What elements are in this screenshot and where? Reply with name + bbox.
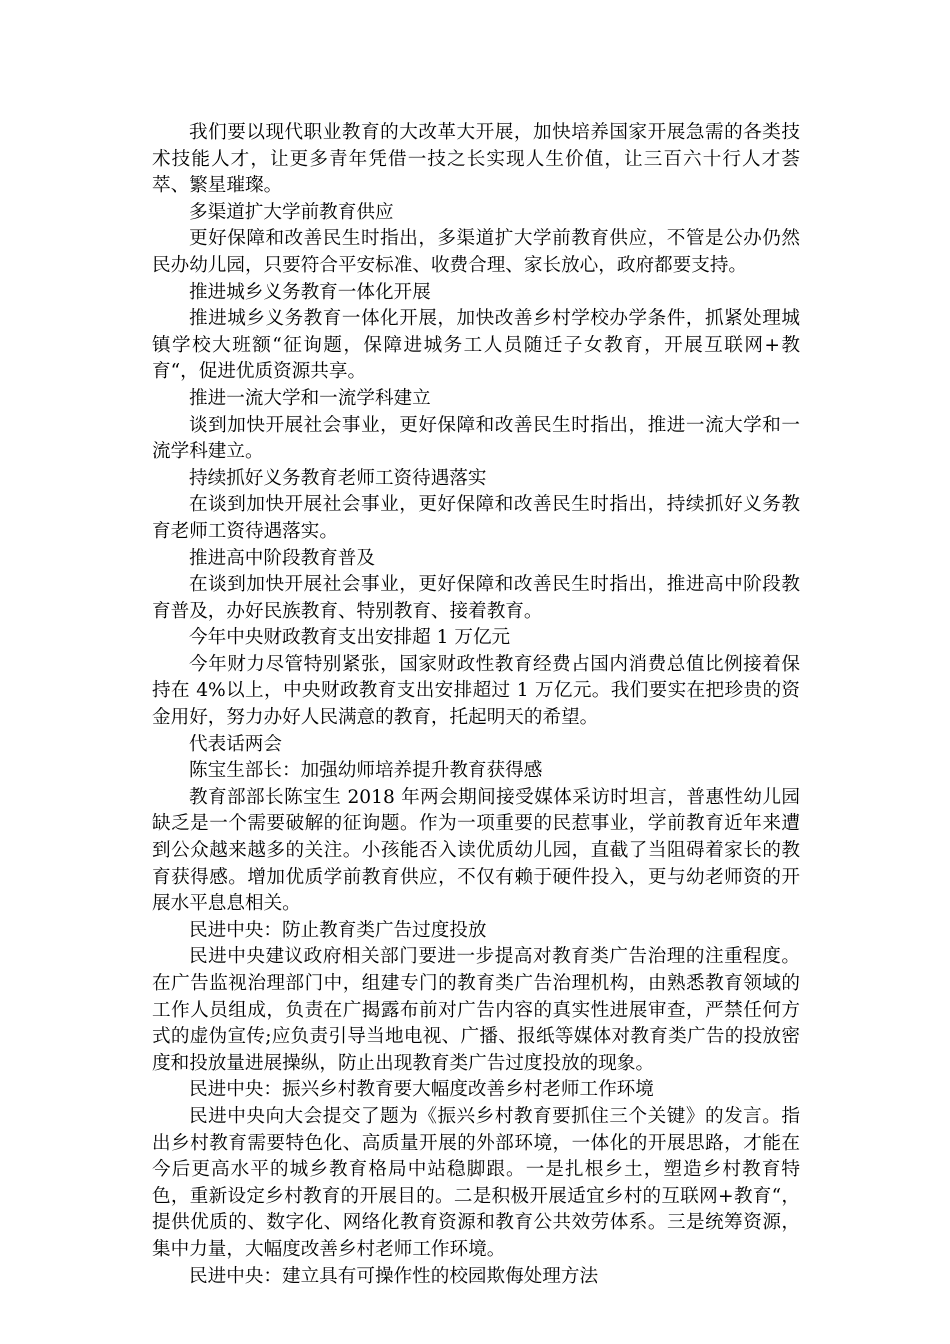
heading-preschool-supply: 多渠道扩大学前教育供应 xyxy=(189,201,394,223)
heading-school-bullying: 民进中央：建立具有可操作性的校园欺侮处理方法 xyxy=(189,1265,599,1287)
heading-representatives: 代表话两会 xyxy=(189,733,282,755)
heading-teacher-salary: 持续抓好义务教育老师工资待遇落实 xyxy=(189,467,487,489)
paragraph-vocational-education: 我们要以现代职业教育的大改革大开展，加快培养国家开展急需的各类技术技能人才，让更多青年凭借一技之长实现人生价值，让三百六十行人才荟萃、繁星璀璨。 xyxy=(152,122,800,197)
heading-education-ads: 民进中央：防止教育类广告过度投放 xyxy=(189,919,487,941)
paragraph-urban-rural-integration: 推进城乡义务教育一体化开展，加快改善乡村学校办学条件，抓紧处理城镇学校大班额“征询题，保障进城务工人员随迁子女教育，开展互联网+教育“，促进优质资源共享。 xyxy=(152,308,800,383)
document-page xyxy=(152,120,800,1290)
paragraph-rural-education: 民进中央向大会提交了题为《振兴乡村教育要抓住三个关键》的发言。指出乡村教育需要特色化、高质量开展的外部环境，一体化的开展思路，才能在今后更高水平的城乡教育格局中站稳脚跟。一是扎根乡土，塑造乡村教育特色，重新设定乡村教育的开展目的。二是积极开展适宜乡村的互联网+教育“，提供优质的、数字化、网络化教育资源和教育公共效劳体系。三是统筹资源，集中力量，大幅度改善乡村老师工作环境。 xyxy=(152,1105,800,1260)
paragraph-first-class-universities: 谈到加快开展社会事业，更好保障和改善民生时指出，推进一流大学和一流学科建立。 xyxy=(152,414,800,463)
paragraph-high-school-popularization: 在谈到加快开展社会事业，更好保障和改善民生时指出，推进高中阶段教育普及，办好民族教育、特别教育、接着教育。 xyxy=(152,574,800,622)
paragraph-central-budget: 今年财力尽管特别紧张，国家财政性教育经费占国内消费总值比例接着保持在 4%以上，中央财政教育支出安排超过 1 万亿元。我们要实在把珍贵的资金用好，努力办好人民满意的教育，托起明天的希望。 xyxy=(152,653,800,729)
heading-chen-baosheng: 陈宝生部长：加强幼师培养提升教育获得感 xyxy=(189,760,543,782)
heading-first-class-universities: 推进一流大学和一流学科建立 xyxy=(189,387,431,409)
heading-rural-education: 民进中央：振兴乡村教育要大幅度改善乡村老师工作环境 xyxy=(189,1079,654,1101)
paragraph-education-ads: 民进中央建议政府相关部门要进一步提高对教育类广告治理的注重程度。在广告监视治理部门中，组建专门的教育类广告治理机构，由熟悉教育领域的工作人员组成，负责在广揭露布前对广告内容的真实性进展审查，严禁任何方式的虚伪宣传;应负责引导当地电视、广播、报纸等媒体对教育类广告的投放密度和投放量进展操纵，防止出现教育类广告过度投放的现象。 xyxy=(152,946,800,1074)
paragraph-preschool-supply: 更好保障和改善民生时指出，多渠道扩大学前教育供应，不管是公办仍然民办幼儿园，只要符合平安标准、收费合理、家长放心，政府都要支持。 xyxy=(152,228,800,276)
paragraph-chen-baosheng: 教育部部长陈宝生 2018 年两会期间接受媒体采访时坦言，普惠性幼儿园缺乏是一个需要破解的征询题。作为一项重要的民惹事业，学前教育近年来遭到公众越来越多的关注。小孩能否入读优质幼儿园，直截了当阻碍着家长的教育获得感。增加优质学前教育供应，不仅有赖于硬件投入，更与幼老师资的开展水平息息相关。 xyxy=(152,786,800,915)
heading-central-budget: 今年中央财政教育支出安排超 1 万亿元 xyxy=(189,627,511,649)
heading-high-school-popularization: 推进高中阶段教育普及 xyxy=(189,547,375,569)
paragraph-teacher-salary: 在谈到加快开展社会事业，更好保障和改善民生时指出，持续抓好义务教育老师工资待遇落实。 xyxy=(152,494,800,542)
heading-urban-rural-integration: 推进城乡义务教育一体化开展 xyxy=(189,281,431,303)
